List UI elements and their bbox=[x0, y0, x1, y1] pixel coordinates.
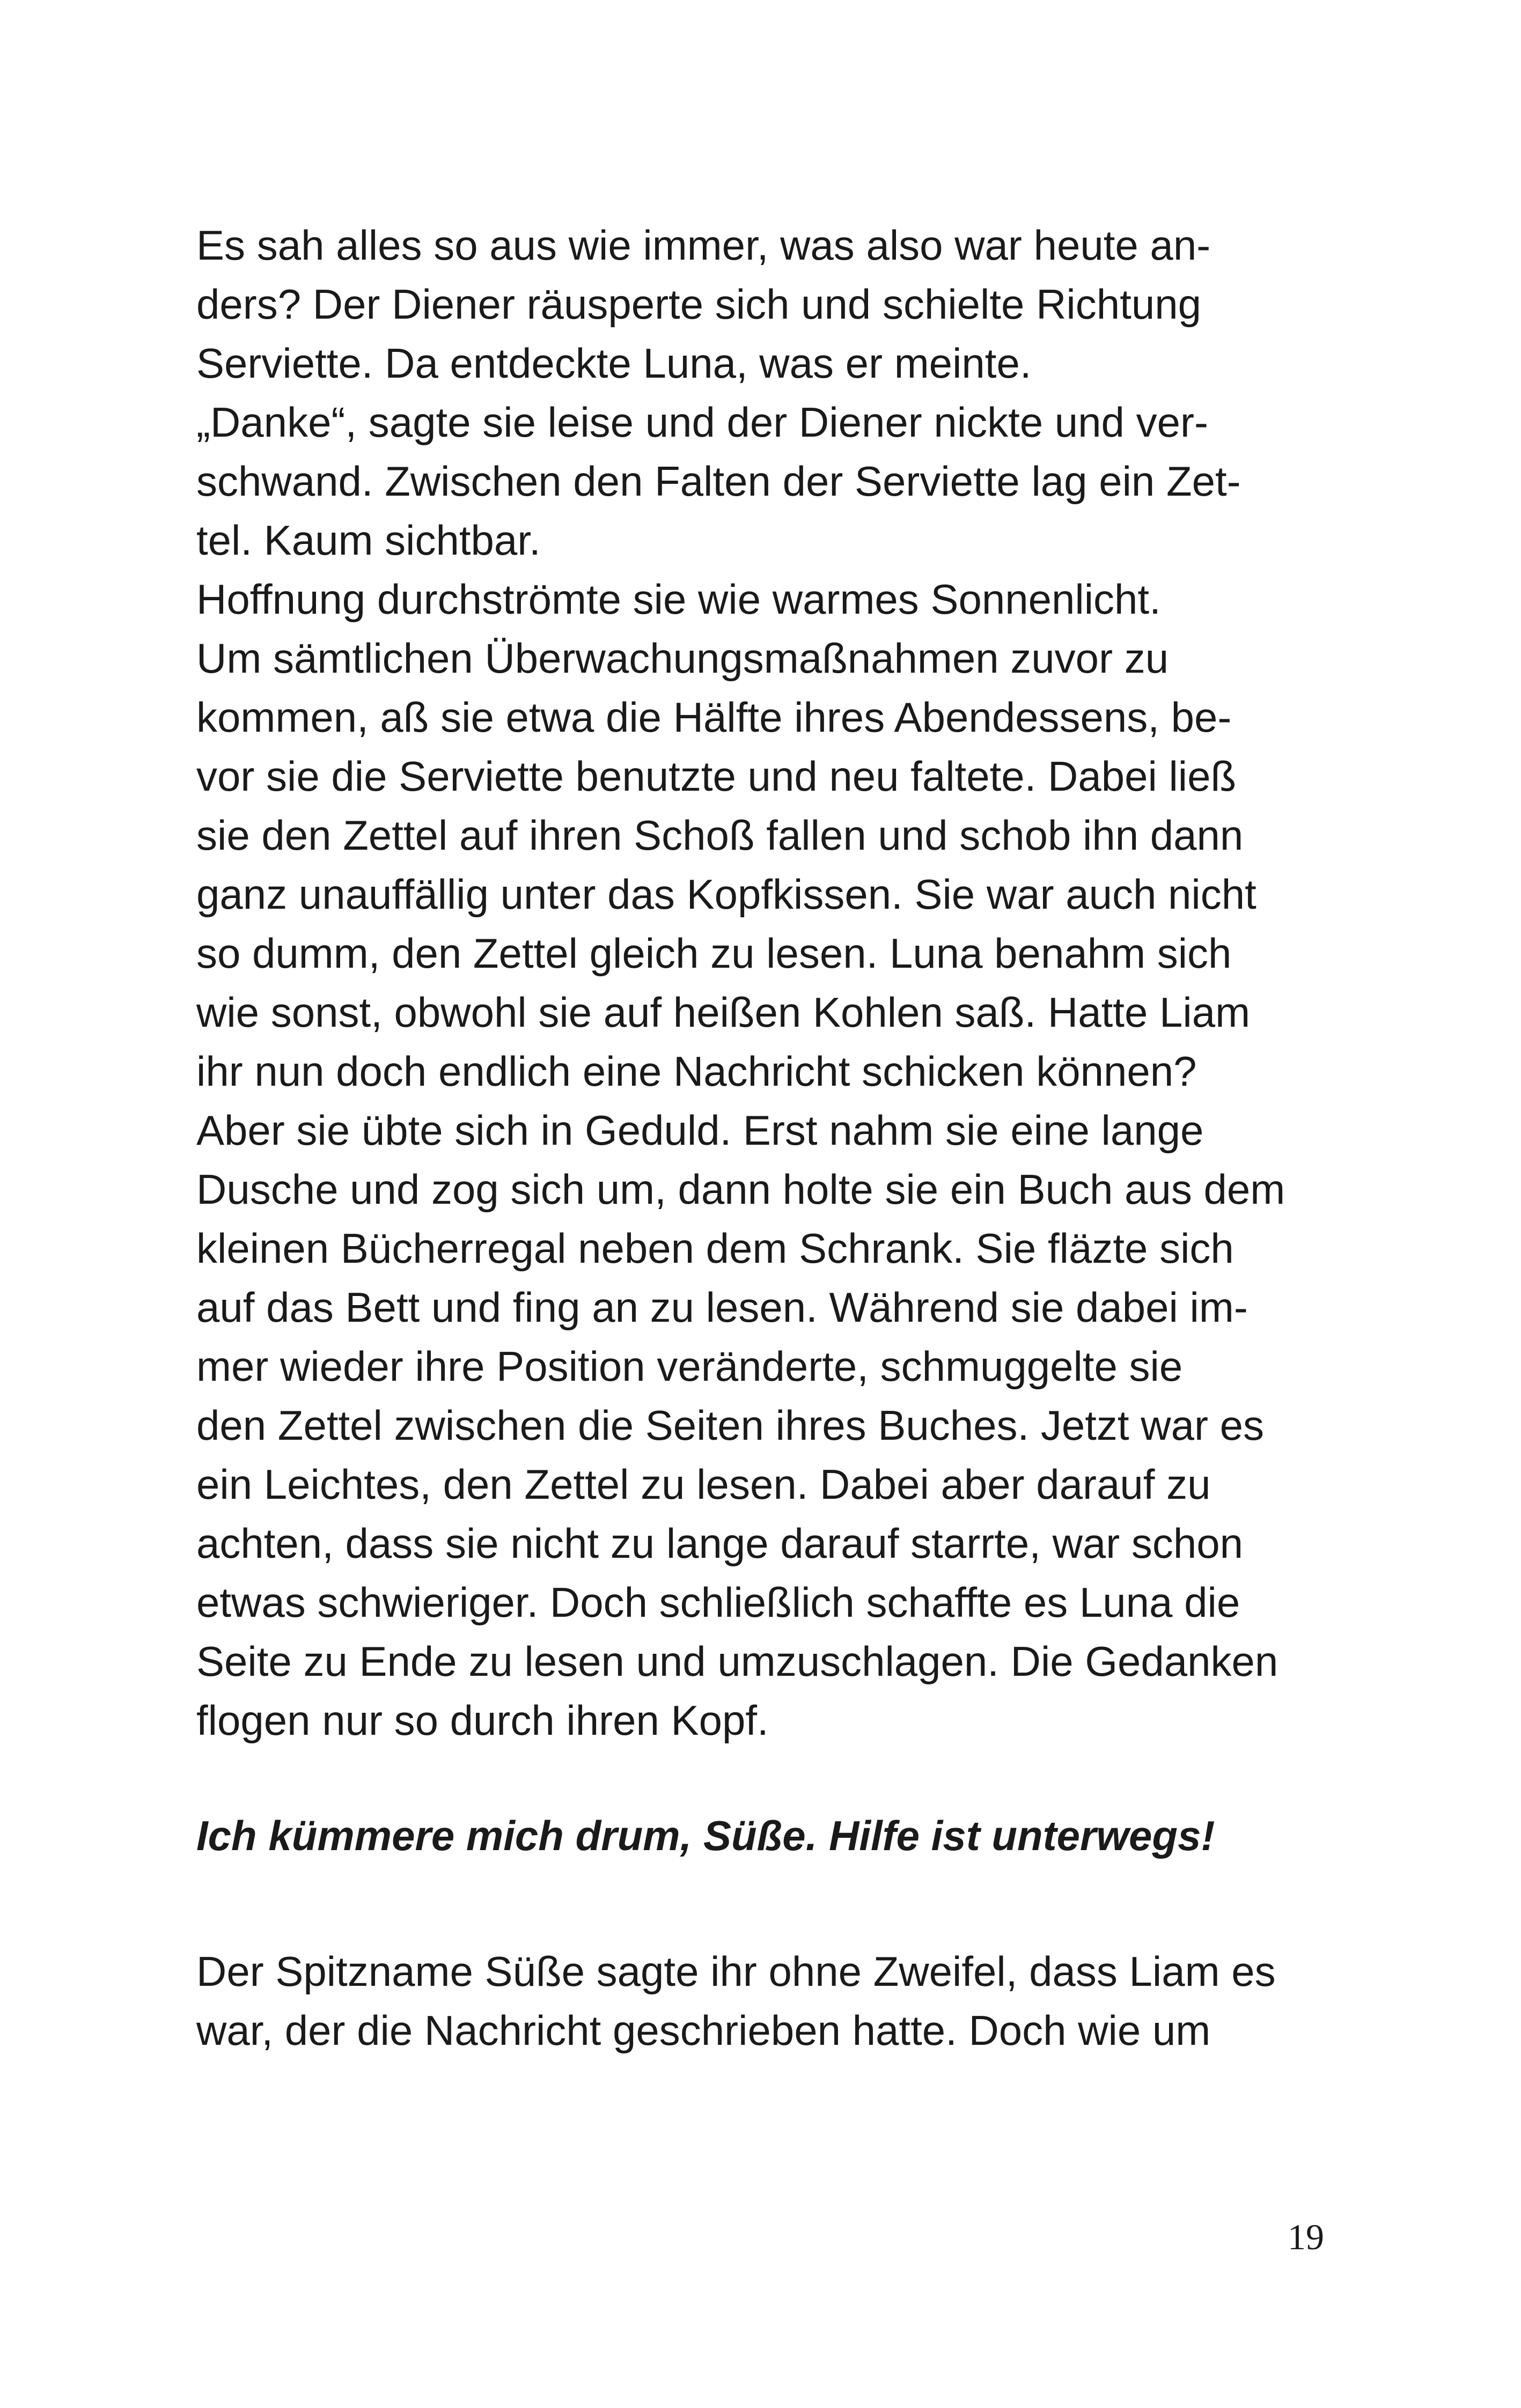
text-line: vor sie die Serviette benutzte und neu faltete. Dabei ließ bbox=[196, 753, 1237, 800]
text-line: ein Leichtes, den Zettel zu lesen. Dabei aber darauf zu bbox=[196, 1461, 1211, 1508]
text-line: sie den Zettel auf ihren Schoß fallen und schob ihn dann bbox=[196, 812, 1244, 859]
text-line: Aber sie übte sich in Geduld. Erst nahm sie eine lange bbox=[196, 1107, 1204, 1154]
text-line: tel. Kaum sichtbar. bbox=[196, 517, 541, 564]
text-line: Um sämtlichen Überwachungsmaßnahmen zuvor zu bbox=[196, 635, 1169, 682]
text-line: mer wieder ihre Position veränderte, schmuggelte sie bbox=[196, 1343, 1183, 1390]
text-line: Der Spitzname Süße sagte ihr ohne Zweifel, dass Liam es bbox=[196, 1948, 1276, 1995]
note-line: Ich kümmere mich drum, Süße. Hilfe ist unterwegs! bbox=[196, 1812, 1215, 1859]
text-line: so dumm, den Zettel gleich zu lesen. Luna benahm sich bbox=[196, 930, 1232, 977]
text-line: Es sah alles so aus wie immer, was also war heute an- bbox=[196, 222, 1211, 269]
italic-note bbox=[196, 1806, 1398, 1865]
text-line: „Danke“, sagte sie leise und der Diener nickte und ver- bbox=[196, 399, 1208, 446]
text-line: ihr nun doch endlich eine Nachricht schicken können? bbox=[196, 1048, 1197, 1095]
text-line: auf das Bett und fing an zu lesen. Während sie dabei im- bbox=[196, 1284, 1248, 1331]
text-line: war, der die Nachricht geschrieben hatte. Doch wie um bbox=[196, 2007, 1211, 2054]
text-line: kommen, aß sie etwa die Hälfte ihres Abendessens, be- bbox=[196, 694, 1232, 741]
text-line: Hoffnung durchströmte sie wie warmes Sonnenlicht. bbox=[196, 576, 1161, 623]
text-line: achten, dass sie nicht zu lange darauf starrte, war schon bbox=[196, 1520, 1244, 1567]
page-number: 19 bbox=[1288, 2216, 1324, 2257]
text-line: flogen nur so durch ihren Kopf. bbox=[196, 1697, 769, 1744]
text-line: ders? Der Diener räusperte sich und schielte Richtung bbox=[196, 281, 1201, 328]
paragraph-1 bbox=[196, 216, 1398, 1750]
text-line: den Zettel zwischen die Seiten ihres Buches. Jetzt war es bbox=[196, 1402, 1264, 1449]
text-line: ganz unauffällig unter das Kopfkissen. Sie war auch nicht bbox=[196, 871, 1257, 918]
text-line: kleinen Bücherregal neben dem Schrank. Sie fläzte sich bbox=[196, 1225, 1234, 1272]
paragraph-2 bbox=[196, 1942, 1398, 2060]
text-line: etwas schwieriger. Doch schließlich schaffte es Luna die bbox=[196, 1579, 1240, 1626]
text-line: Seite zu Ende zu lesen und umzuschlagen. Die Gedanken bbox=[196, 1638, 1278, 1685]
text-line: Dusche und zog sich um, dann holte sie ein Buch aus dem bbox=[196, 1166, 1285, 1213]
text-line: wie sonst, obwohl sie auf heißen Kohlen saß. Hatte Liam bbox=[196, 989, 1251, 1036]
text-line: Serviette. Da entdeckte Luna, was er meinte. bbox=[196, 340, 1032, 387]
text-line: schwand. Zwischen den Falten der Serviette lag ein Zet- bbox=[196, 458, 1241, 505]
